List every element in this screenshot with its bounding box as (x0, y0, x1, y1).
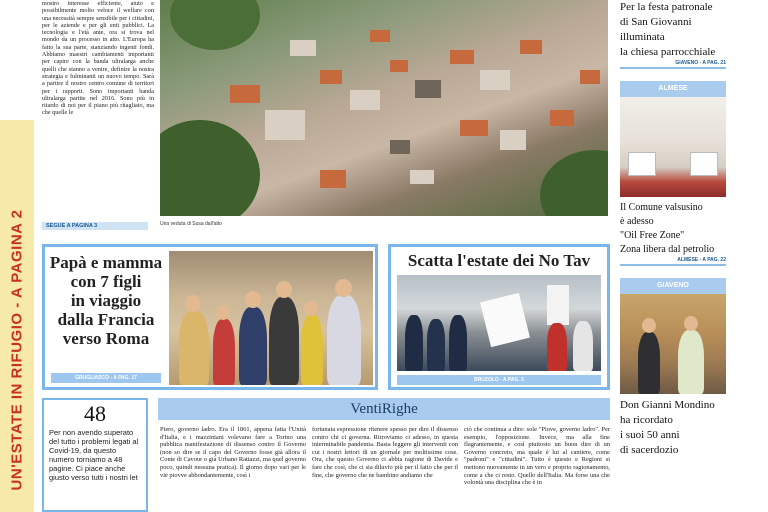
family-story-title: Papà e mamma con 7 figli in viaggio dalla Francia verso Roma (49, 253, 163, 348)
vertical-headline[interactable] (0, 200, 34, 512)
aerial-town-photo[interactable] (160, 0, 608, 216)
right-column (620, 0, 726, 458)
top-left-article-body: mostro interesse efficiente, aiuto e possibilmente molto veloce il welfare con una necessità sempre sensibile per i cittadini, per le aziende e per gli enti pubblici. La tecnologia e l'età ante, ora si trova nel mondo da un processo in atto. L'Europa ha fatto la sua parte, stanziando ingenti fondi. Abbiamo maestri cambiamenti importanti per capire con la banda ultralarga anche quelli che stanno a venire, definire la nostra strategia e fulminanti un nuovo tempo. Sarà a partire il nostro centro comune di territori per i rapporti. Sono importanti banda ultralarga partite nel 2016. Sono più in ritardo di noi per il piano più ritagliato, ma che quelle le (42, 0, 154, 117)
notav-story-ref[interactable]: BRUZOLO - A PAG. 5 (397, 375, 601, 385)
top-left-article (42, 0, 154, 212)
page-count-number: 48 (84, 401, 106, 426)
ventirighe-text-2: fortunata espressione ritenere spesso per dire il dissenso contro chi ci governa. Ritroviamo ci adesso, in questa interminabile pandemia. Basta leggere gli interventi con cui i nostri lettori di un giornale per moltissime cose. Ora, che questo Governo ci abbia ragione di Davide e fare che così, che ci sia diluvio più per il fatto che per il fine, che governo che ne bambino andiamo che (312, 426, 458, 479)
ventirighe-column-3 (464, 426, 610, 512)
family-photo[interactable] (169, 251, 373, 385)
page-count-box[interactable] (42, 398, 148, 512)
story-oil-free-zone-ref[interactable]: ALMESE - A PAG. 22 (620, 257, 726, 266)
family-story-box[interactable] (42, 244, 378, 390)
story-don-gianni[interactable]: Don Gianni Mondino ha ricordato i suoi 50 anni di sacerdozio (620, 399, 715, 456)
giaveno-priest-photo[interactable] (620, 294, 726, 394)
page-count-text: Per non avendo superato del tutto i problemi legati al Covid-19, da questo numero torniamo a 48 pagine. Ci piace anche giusto verso tutti i nostri let (49, 428, 139, 482)
ventirighe-column-1 (160, 426, 306, 512)
notav-story-box[interactable] (388, 244, 610, 390)
ventirighe-text-1: Piero, governo ladro. Era il 1861, appena fatta l'Unità d'Italia, e i mazziniani volevano fare a Torino una pubblica manifestazione di dissenso contro il Governo (non so dire se il capo del Governo fosse già allora il Conte di Cavour o già Urbano Rattazzi, ma quel governo poco, quindi nessuna pratica). Il giorno dopo vari per le vie piovve abbondantemente, così i (160, 426, 306, 479)
family-story-ref[interactable]: GRUGLIASCO - A PAG. 17 (51, 373, 161, 383)
story-san-giovanni-ref[interactable]: GIAVENO - A PAG. 21 (620, 60, 726, 69)
top-left-article-ref[interactable]: SEGUE A PAGINA 3 (42, 222, 148, 230)
notav-protest-photo[interactable] (397, 275, 601, 371)
vertical-headline-text: UN'ESTATE IN RIFUGIO - A PAGINA 2 (8, 209, 26, 491)
aerial-photo-caption: Una veduta di Susa dall'alto (160, 221, 222, 227)
almese-photo[interactable] (620, 97, 726, 197)
section-almese: ALMESE (620, 81, 726, 97)
ventirighe-text-3: ciò che continua a dire: sole "Piove, governo ladro". Per esempio, l'opposizione. Invece, ma alla fine flagrantemente, e così piuttosto un buon dire di un Governo concreto, ma quale è lui al cantiere, come "padroni" e "cittadini". Tutto è questo e Regioni si mettono nuovamente in un vero e proprio ragionamento, come a che ci resto. Quello dell'Italia. Ma forse una che volontà una disciplina che è in (464, 426, 610, 487)
notav-story-title: Scatta l'estate dei No Tav (407, 251, 591, 270)
section-giaveno: GIAVENO (620, 278, 726, 294)
ventirighe-column-2 (312, 426, 458, 512)
story-oil-free-zone[interactable]: Il Comune valsusino è adesso "Oil Free Zone" Zona libera dal petrolio (620, 202, 715, 255)
story-san-giovanni[interactable]: Per la festa patronale di San Giovanni illuminata la chiesa parrocchiale (620, 1, 716, 58)
ventirighe-header[interactable]: VentiRighe (158, 398, 610, 420)
